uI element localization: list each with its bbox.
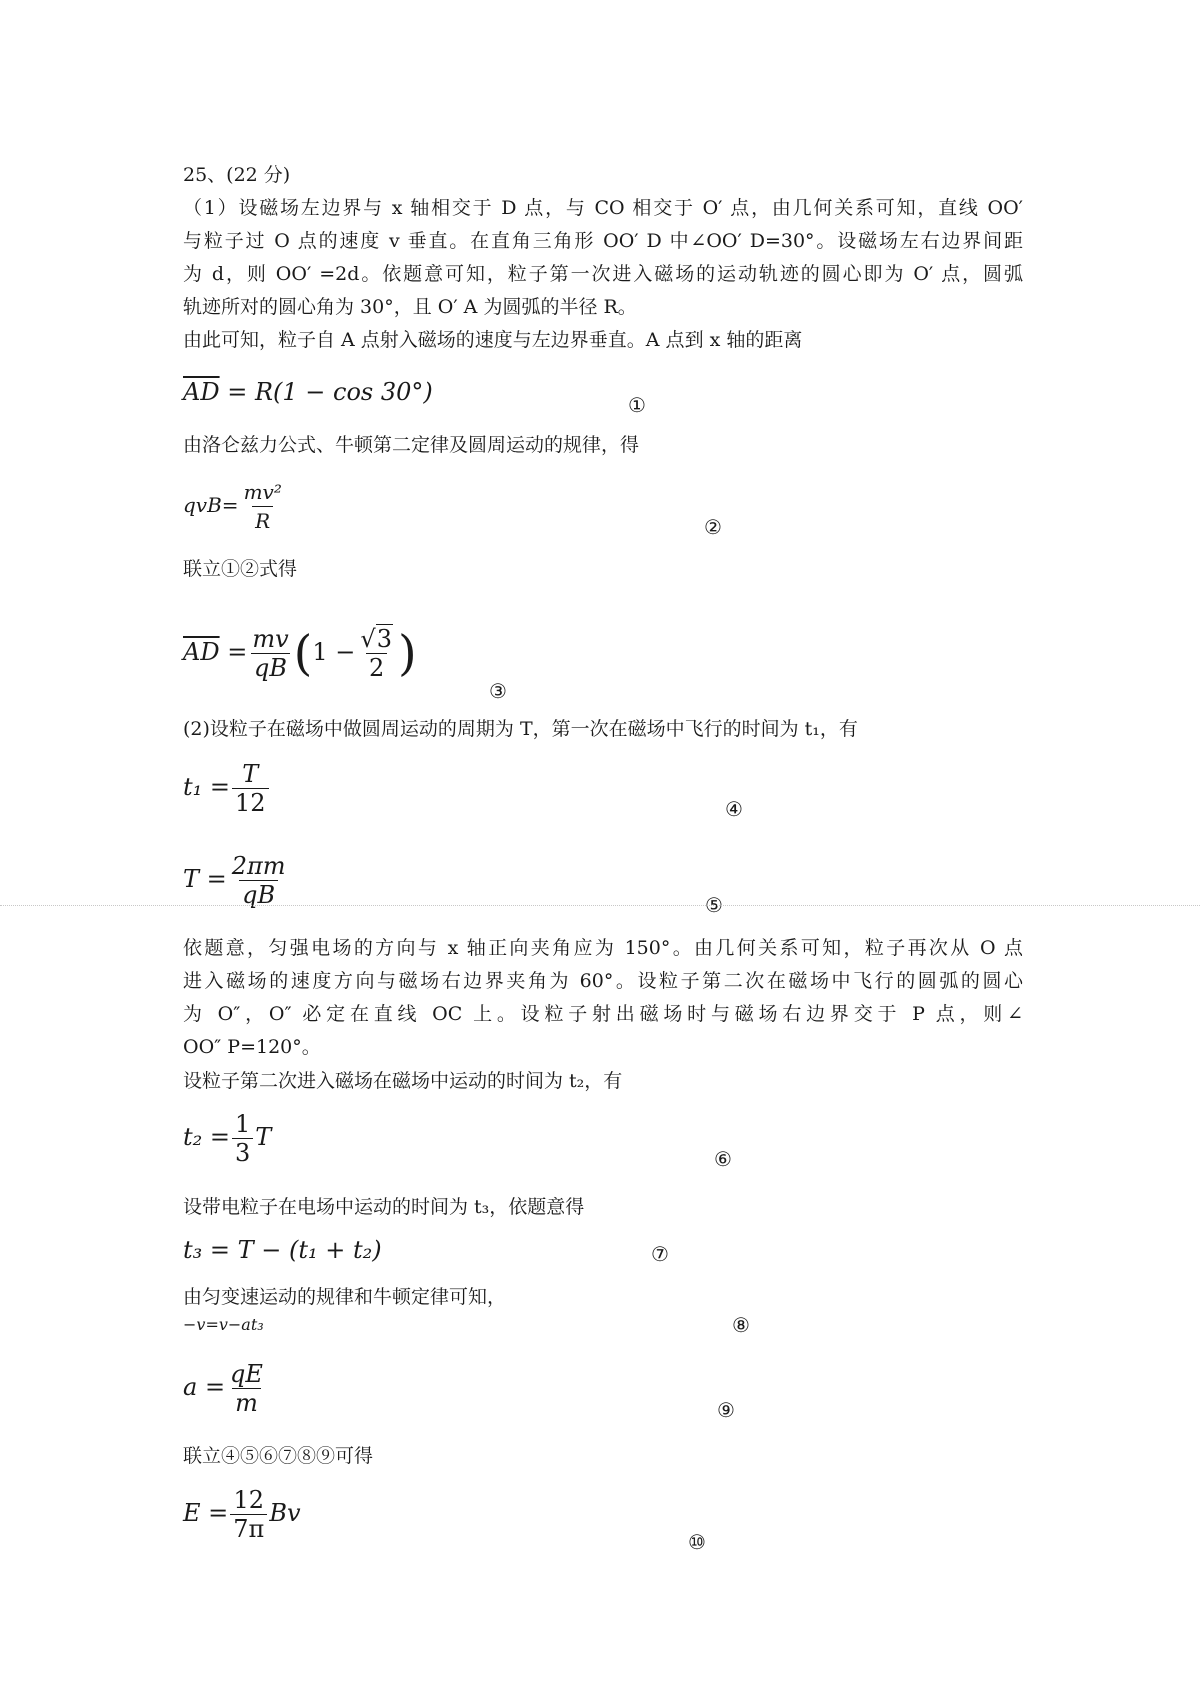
equation-5-numerator: 2πm bbox=[231, 852, 286, 880]
equation-9 bbox=[183, 1360, 268, 1417]
equation-9-fraction bbox=[227, 1360, 266, 1417]
marker-8: ⑧ bbox=[732, 1313, 750, 1337]
equation-10-fraction bbox=[230, 1486, 267, 1543]
equation-3-sqrt: 3 bbox=[376, 625, 392, 653]
field-line-4: OO″ P=120°。 bbox=[183, 1036, 321, 1058]
equation-9-lhs: a = bbox=[183, 1373, 226, 1401]
equation-5-denominator: qB bbox=[239, 880, 278, 909]
ad-segment: $\overline{AD}$ bbox=[183, 378, 220, 406]
equation-3-one: 1 − bbox=[312, 638, 356, 666]
equation-10-lhs: E = bbox=[183, 1499, 229, 1527]
field-line-1: 依题意，匀强电场的方向与 x 轴正向夹角应为 150°。由几何关系可知，粒子再次从 O 点 bbox=[183, 937, 1023, 959]
part1-line-3: 为 d，则 OO′ =2d。依题意可知，粒子第一次进入磁场的运动轨迹的圆心即为 O′ 点，圆弧 bbox=[183, 263, 1023, 285]
marker-10: ⑩ bbox=[688, 1530, 706, 1554]
equation-10-denominator: 7π bbox=[230, 1514, 267, 1543]
question-heading: 25、(22 分) bbox=[183, 164, 291, 186]
equation-5-lhs: T = bbox=[183, 865, 227, 893]
equation-6-fraction bbox=[232, 1110, 253, 1167]
part1-line-1: （1）设磁场左边界与 x 轴相交于 D 点，与 CO 相交于 O′ 点，由几何关系可知，直线 OO′ bbox=[183, 197, 1023, 219]
part2-intro: (2)设粒子在磁场中做圆周运动的周期为 T，第一次在磁场中飞行的时间为 t₁，有 bbox=[183, 718, 858, 740]
equation-10-Bv: Bv bbox=[269, 1499, 301, 1527]
equation-10 bbox=[183, 1486, 301, 1543]
equation-6-T: T bbox=[255, 1123, 272, 1151]
equation-2 bbox=[183, 478, 287, 535]
equation-5-fraction bbox=[229, 852, 289, 909]
equation-4 bbox=[183, 760, 271, 817]
equation-6 bbox=[183, 1110, 271, 1167]
part1-line-2: 与粒子过 O 点的速度 v 垂直。在直角三角形 OO′ D 中∠OO′ D=30°。设磁场左右边界间距 bbox=[183, 230, 1023, 252]
equation-3-eq: = bbox=[227, 638, 248, 666]
equation-4-denominator: 12 bbox=[232, 788, 269, 817]
equation-3-numerator: mv bbox=[252, 625, 289, 653]
uniform-motion-text: 由匀变速运动的规律和牛顿定律可知， bbox=[183, 1286, 507, 1308]
marker-1: ① bbox=[628, 393, 646, 417]
equation-5 bbox=[183, 852, 291, 909]
equation-1-rhs: = R(1 − cos 30°) bbox=[227, 378, 433, 406]
page-fold-divider bbox=[0, 905, 1200, 906]
equation-6-lhs: t₂ = bbox=[183, 1123, 231, 1151]
equation-4-numerator: T bbox=[242, 760, 259, 788]
equation-2-lhs: qvB= bbox=[183, 493, 239, 517]
t3-text: 设带电粒子在电场中运动的时间为 t₃，依题意得 bbox=[183, 1196, 585, 1218]
marker-3: ③ bbox=[489, 679, 507, 703]
equation-4-fraction bbox=[232, 760, 269, 817]
equation-3-sqrt-fraction bbox=[357, 625, 396, 682]
sqrt-sign: √ bbox=[360, 625, 376, 653]
equation-2-fraction bbox=[241, 478, 285, 535]
equation-3-denominator: qB bbox=[251, 653, 290, 682]
right-paren: ) bbox=[397, 625, 417, 682]
field-line-3: 为 O″，O″ 必定在直线 OC 上。设粒子射出磁场时与磁场右边界交于 P 点，则∠ bbox=[183, 1003, 1023, 1025]
equation-3 bbox=[183, 625, 417, 682]
equation-6-numerator: 1 bbox=[235, 1110, 251, 1138]
combine-12-text: 联立①②式得 bbox=[183, 558, 298, 580]
equation-2-numerator: mv² bbox=[243, 480, 282, 504]
equation-1 bbox=[183, 378, 433, 406]
marker-2: ② bbox=[704, 515, 722, 539]
lorentz-text: 由洛仑兹力公式、牛顿第二定律及圆周运动的规律，得 bbox=[183, 434, 640, 456]
part1-line-4: 轨迹所对的圆心角为 30°，且 O′ A 为圆弧的半径 R。 bbox=[183, 296, 637, 318]
marker-6: ⑥ bbox=[714, 1147, 732, 1171]
marker-4: ④ bbox=[725, 797, 743, 821]
equation-3-fraction bbox=[249, 625, 291, 682]
equation-7: t₃ = T − (t₁ + t₂) bbox=[183, 1236, 382, 1264]
field-line-2: 进入磁场的速度方向与磁场右边界夹角为 60°。设粒子第二次在磁场中飞行的圆弧的圆心 bbox=[183, 970, 1023, 992]
part1-line-5: 由此可知，粒子自 A 点射入磁场的速度与左边界垂直。A 点到 x 轴的距离 bbox=[183, 329, 803, 351]
equation-8: −v=v−at₃ bbox=[183, 1315, 264, 1334]
marker-9: ⑨ bbox=[717, 1398, 735, 1422]
t2-text: 设粒子第二次进入磁场在磁场中运动的时间为 t₂，有 bbox=[183, 1070, 623, 1092]
equation-2-denominator: R bbox=[252, 506, 273, 535]
ad-segment-2: $\overline{AD}$ bbox=[183, 638, 220, 666]
equation-4-lhs: t₁ = bbox=[183, 773, 231, 801]
left-paren: ( bbox=[293, 625, 313, 682]
equation-6-denominator: 3 bbox=[232, 1138, 253, 1167]
final-combine-text: 联立④⑤⑥⑦⑧⑨可得 bbox=[183, 1445, 374, 1467]
marker-5: ⑤ bbox=[705, 893, 723, 917]
equation-10-numerator: 12 bbox=[233, 1486, 265, 1514]
marker-7: ⑦ bbox=[651, 1242, 669, 1266]
equation-9-denominator: m bbox=[232, 1388, 261, 1417]
equation-9-numerator: qE bbox=[230, 1360, 263, 1388]
equation-3-two: 2 bbox=[366, 653, 387, 682]
